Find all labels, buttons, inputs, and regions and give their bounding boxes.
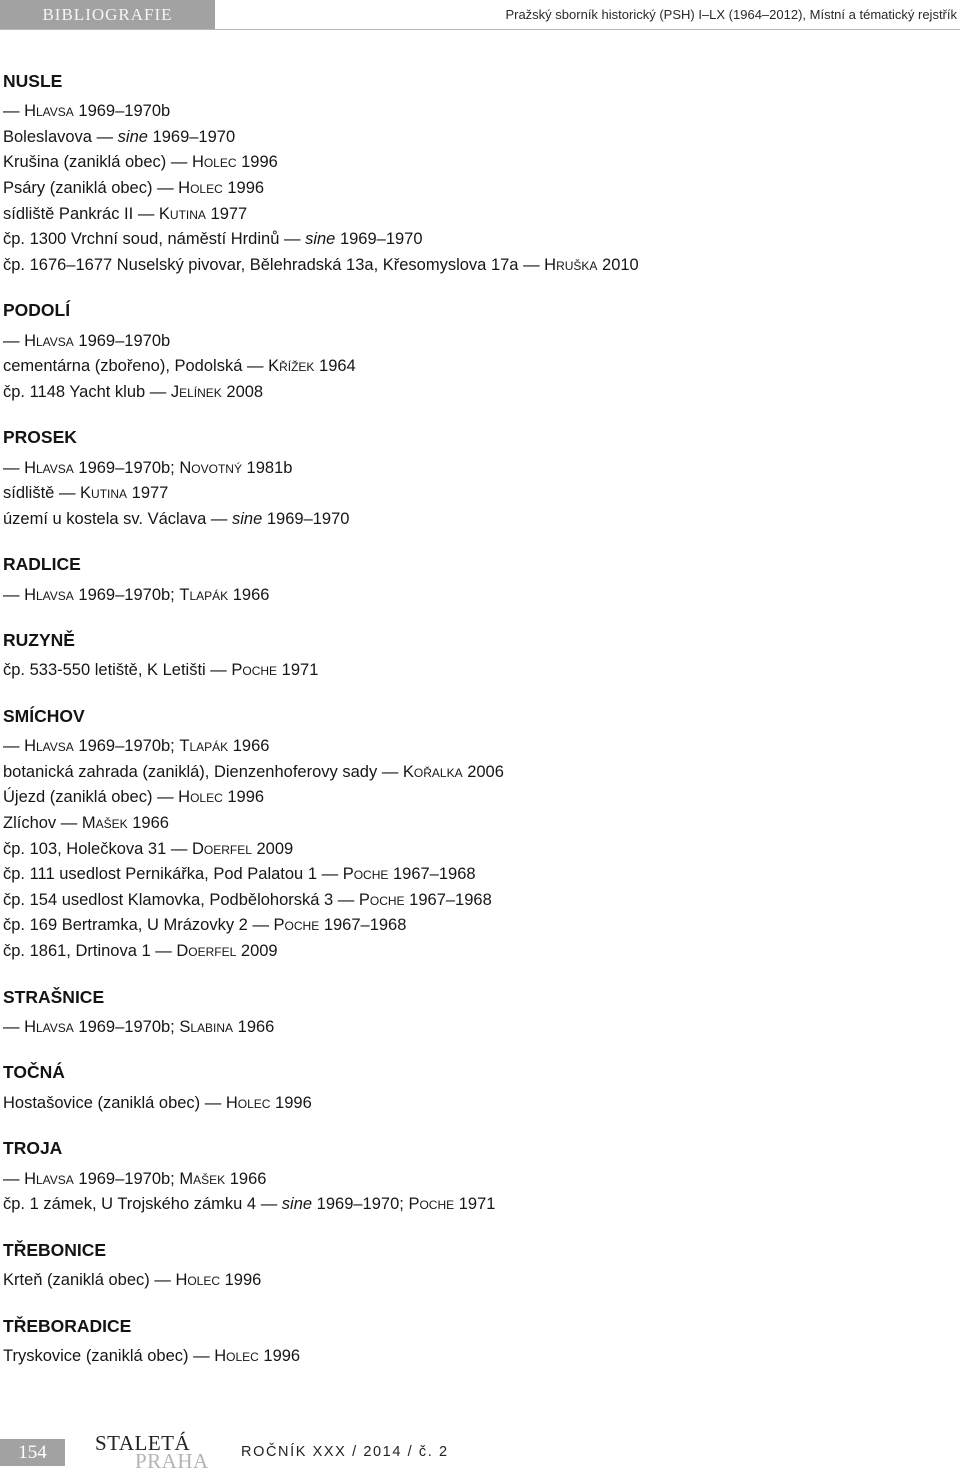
section-label: BIBLIOGRAFIE xyxy=(0,0,215,29)
reference-year: 2009 xyxy=(240,942,278,961)
place-section xyxy=(3,1061,953,1116)
reference-year: 2009 xyxy=(256,839,294,858)
dash-separator: — xyxy=(283,230,301,249)
entry-place: Tryskovice (zaniklá obec) xyxy=(3,1346,189,1365)
section-heading: NUSLE xyxy=(3,71,63,91)
index-entry xyxy=(3,481,953,507)
entry-place: sídliště xyxy=(3,484,55,503)
entry-place: Zlíchov xyxy=(3,814,57,833)
reference-author: Mašek xyxy=(81,814,128,833)
issue-info: ROČNÍK XXX / 2014 / č. 2 xyxy=(241,1444,449,1460)
dash-separator: — xyxy=(149,382,167,401)
reference-author: Holec xyxy=(178,178,223,197)
reference-author: Křížek xyxy=(268,357,315,376)
index-entry xyxy=(3,760,953,786)
index-entry xyxy=(3,354,953,380)
reference-author: Slabina xyxy=(179,1017,234,1036)
reference-year: 1996 xyxy=(224,1270,262,1289)
reference-year: 1969–1970b xyxy=(78,737,171,756)
page-header xyxy=(0,0,960,30)
index-entry xyxy=(3,583,953,609)
dash-separator: — xyxy=(154,1270,171,1289)
index-entry xyxy=(3,507,953,533)
reference-year: 1971 xyxy=(281,661,319,680)
publication-title: Pražský sborník historický (PSH) I–LX (1964–2012), Místní a tématický rejstřík xyxy=(505,7,957,22)
reference-year: 1969–1970b xyxy=(78,331,171,350)
dash-separator: — xyxy=(260,1195,278,1214)
reference-separator: ; xyxy=(170,1169,175,1188)
index-entry xyxy=(3,125,953,151)
reference-author: Hlavsa xyxy=(24,331,74,350)
section-heading: RADLICE xyxy=(3,554,81,575)
dash-separator: — xyxy=(246,357,264,376)
dash-separator: — xyxy=(210,661,227,680)
index-entry xyxy=(3,734,953,760)
index-entry xyxy=(3,1015,953,1041)
place-section xyxy=(3,426,953,532)
place-section xyxy=(3,553,953,608)
journal-logo xyxy=(95,1431,220,1473)
reference-sine: sine xyxy=(231,509,263,528)
reference-year: 1969–1970 xyxy=(339,230,423,249)
entry-place: čp. 154 usedlost Klamovka, Podbělohorská 3 xyxy=(3,890,334,909)
reference-author: Poche xyxy=(358,890,405,909)
reference-sine: sine xyxy=(281,1195,313,1214)
dash-separator: — xyxy=(3,1017,20,1036)
reference-author: Poche xyxy=(273,916,320,935)
reference-year: 1996 xyxy=(227,178,265,197)
place-section xyxy=(3,705,953,965)
dash-separator: — xyxy=(3,458,20,477)
index-entry xyxy=(3,862,953,888)
entry-place: čp. 1 zámek, U Trojského zámku 4 xyxy=(3,1195,257,1214)
reference-author: Poche xyxy=(231,661,278,680)
entry-place: botanická zahrada (zaniklá), Dienzenhoferovy sady xyxy=(3,762,378,781)
reference-separator: ; xyxy=(170,737,175,756)
index-entry xyxy=(3,811,953,837)
index-entry xyxy=(3,1268,953,1294)
section-heading: TOČNÁ xyxy=(3,1062,65,1083)
section-heading: TŘEBONICE xyxy=(3,1239,107,1260)
index-entry xyxy=(3,1344,953,1370)
dash-separator: — xyxy=(3,585,20,604)
reference-author: Holec xyxy=(225,1093,271,1112)
reference-author: Novotný xyxy=(179,458,242,477)
dash-separator: — xyxy=(3,1169,20,1188)
reference-year: 1969–1970b xyxy=(78,102,171,121)
entry-place: území u kostela sv. Václava xyxy=(3,509,207,528)
reference-author: Kutina xyxy=(80,484,128,503)
reference-author: Hlavsa xyxy=(24,737,74,756)
reference-author: Holec xyxy=(214,1346,259,1365)
entry-place: Krušina (zaniklá obec) xyxy=(3,153,167,172)
reference-year: 1969–1970b xyxy=(78,458,171,477)
entry-place: Hostašovice (zaniklá obec) xyxy=(3,1093,201,1112)
place-section xyxy=(3,1315,953,1370)
dash-separator: — xyxy=(157,178,174,197)
entry-place: čp. 103, Holečkova 31 xyxy=(3,839,167,858)
reference-year: 1996 xyxy=(263,1346,301,1365)
index-entry xyxy=(3,888,953,914)
entry-place: Boleslavova xyxy=(3,127,92,146)
index-entry xyxy=(3,837,953,863)
reference-year: 1969–1970b xyxy=(78,1017,171,1036)
section-heading: PODOLÍ xyxy=(3,300,71,321)
reference-year: 1964 xyxy=(319,357,356,376)
dash-separator: — xyxy=(3,737,20,756)
reference-year: 1967–1968 xyxy=(323,916,407,935)
entry-place: Újezd (zaniklá obec) xyxy=(3,788,153,807)
dash-separator: — xyxy=(96,127,114,146)
reference-year: 1969–1970 xyxy=(152,127,236,146)
index-entry xyxy=(3,202,953,228)
dash-separator: — xyxy=(204,1093,222,1112)
reference-year: 2006 xyxy=(467,762,504,781)
reference-separator: ; xyxy=(170,1017,175,1036)
reference-author: Holec xyxy=(178,788,223,807)
section-heading: PROSEK xyxy=(3,427,77,448)
reference-year: 1966 xyxy=(229,1169,267,1188)
reference-year: 1967–1968 xyxy=(392,865,476,884)
reference-year: 1967–1968 xyxy=(409,890,492,909)
page-number: 154 xyxy=(0,1439,65,1466)
reference-year: 1966 xyxy=(232,737,270,756)
section-heading: STRAŠNICE xyxy=(3,986,105,1007)
dash-separator: — xyxy=(193,1346,210,1365)
reference-separator: ; xyxy=(170,458,175,477)
reference-year: 1996 xyxy=(275,1093,312,1112)
section-heading: TROJA xyxy=(3,1138,63,1159)
dash-separator: — xyxy=(60,814,78,833)
dash-separator: — xyxy=(523,255,540,274)
index-entry xyxy=(3,253,953,279)
index-entry xyxy=(3,456,953,482)
dash-separator: — xyxy=(210,509,228,528)
reference-year: 1969–1970b xyxy=(78,585,171,604)
reference-year: 1977 xyxy=(131,484,169,503)
entry-place: cementárna (zbořeno), Podolská xyxy=(3,357,243,376)
reference-author: Hlavsa xyxy=(24,585,74,604)
index-entry xyxy=(3,150,953,176)
place-section xyxy=(3,299,953,405)
reference-year: 1969–1970 xyxy=(266,509,350,528)
reference-year: 1996 xyxy=(241,153,278,172)
reference-separator: ; xyxy=(170,585,175,604)
dash-separator: — xyxy=(3,102,20,121)
dash-separator: — xyxy=(155,942,172,961)
index-entry xyxy=(3,658,953,684)
entry-place: Krteň (zaniklá obec) xyxy=(3,1270,150,1289)
reference-year: 1969–1970b xyxy=(78,1169,171,1188)
index-entry xyxy=(3,380,953,406)
section-heading: RUZYNĚ xyxy=(3,630,75,651)
reference-year: 1971 xyxy=(458,1195,496,1214)
dash-separator: — xyxy=(157,788,174,807)
reference-author: Hlavsa xyxy=(24,458,74,477)
dash-separator: — xyxy=(252,916,269,935)
reference-author: Kořalka xyxy=(402,762,463,781)
dash-separator: — xyxy=(170,839,188,858)
place-section xyxy=(3,70,953,278)
entry-place: čp. 111 usedlost Pernikářka, Pod Palatou 1 xyxy=(3,865,317,884)
reference-author: Hlavsa xyxy=(24,1017,74,1036)
index-entry xyxy=(3,1192,953,1218)
reference-year: 2010 xyxy=(602,255,639,274)
index-entry xyxy=(3,99,953,125)
logo-line-staleta: STALETÁ xyxy=(95,1431,191,1455)
reference-author: Poche xyxy=(342,865,389,884)
reference-author: Doerfel xyxy=(191,839,252,858)
dash-separator: — xyxy=(58,484,76,503)
place-section xyxy=(3,1137,953,1217)
reference-year: 1981b xyxy=(246,458,293,477)
section-heading: SMÍCHOV xyxy=(3,706,85,727)
entry-place: čp. 533-550 letiště, K Letišti xyxy=(3,661,206,680)
reference-author: Holec xyxy=(175,1270,221,1289)
section-heading: TŘEBORADICE xyxy=(3,1315,132,1336)
reference-author: Hruška xyxy=(544,255,598,274)
reference-separator: ; xyxy=(399,1195,404,1214)
reference-year: 1966 xyxy=(237,1017,275,1036)
index-entry xyxy=(3,227,953,253)
index-entry xyxy=(3,785,953,811)
reference-year: 1969–1970 xyxy=(316,1195,400,1214)
reference-year: 2008 xyxy=(226,382,264,401)
entry-place: čp. 1148 Yacht klub xyxy=(3,382,146,401)
reference-author: Holec xyxy=(191,153,237,172)
reference-year: 1966 xyxy=(132,814,169,833)
logo-line-praha: PRAHA xyxy=(135,1449,209,1473)
reference-author: Tlapák xyxy=(179,585,229,604)
index-entry xyxy=(3,913,953,939)
reference-author: Kutina xyxy=(158,204,206,223)
reference-author: Tlapák xyxy=(179,737,229,756)
index-content xyxy=(3,70,953,1369)
entry-place: sídliště Pankrác II xyxy=(3,204,134,223)
place-section xyxy=(3,986,953,1041)
entry-place: čp. 169 Bertramka, U Mrázovky 2 xyxy=(3,916,248,935)
reference-author: Mašek xyxy=(179,1169,226,1188)
entry-place: čp. 1861, Drtinova 1 xyxy=(3,942,151,961)
dash-separator: — xyxy=(381,762,399,781)
reference-author: Jelínek xyxy=(170,382,222,401)
place-section xyxy=(3,629,953,684)
index-entry xyxy=(3,176,953,202)
reference-sine: sine xyxy=(305,230,336,249)
place-section xyxy=(3,1239,953,1294)
dash-separator: — xyxy=(137,204,155,223)
reference-year: 1966 xyxy=(232,585,270,604)
entry-place: čp. 1676–1677 Nuselský pivovar, Bělehradská 13a, Křesomyslova 17a xyxy=(3,255,519,274)
reference-author: Hlavsa xyxy=(24,1169,74,1188)
index-entry xyxy=(3,1091,953,1117)
reference-author: Doerfel xyxy=(176,942,237,961)
index-entry xyxy=(3,939,953,965)
dash-separator: — xyxy=(321,865,339,884)
reference-author: Hlavsa xyxy=(24,102,74,121)
dash-separator: — xyxy=(170,153,188,172)
reference-sine: sine xyxy=(117,127,148,146)
reference-year: 1996 xyxy=(227,788,265,807)
dash-separator: — xyxy=(337,890,355,909)
reference-year: 1977 xyxy=(210,204,248,223)
dash-separator: — xyxy=(3,331,20,350)
entry-place: čp. 1300 Vrchní soud, náměstí Hrdinů xyxy=(3,230,280,249)
index-entry xyxy=(3,1167,953,1193)
reference-author: Poche xyxy=(408,1195,455,1214)
index-entry xyxy=(3,329,953,355)
entry-place: Psáry (zaniklá obec) xyxy=(3,178,153,197)
